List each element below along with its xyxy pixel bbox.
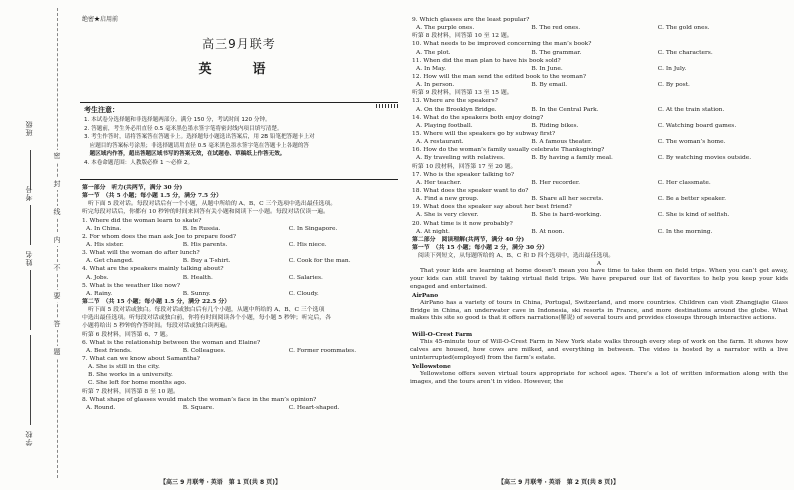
question-13: 13. Where are the speakers? — [412, 98, 498, 105]
seal-char: 密 — [51, 150, 63, 162]
options-3 — [80, 257, 398, 265]
option-a: A. She is very clever. — [416, 212, 479, 219]
note-line: 题区域内作答，超出答题区域书写的答案无效，在试题卷、草稿纸上作答无效。 — [84, 151, 286, 158]
note-line: 2. 答题前，考生务必用直径 0.5 毫米黑色墨水签字笔将密封线内项目填写清楚。 — [84, 125, 283, 132]
seal-char: 不 — [51, 262, 63, 274]
option-b: B. Square. — [182, 404, 215, 411]
option-b: B. By having a family meal. — [531, 155, 613, 162]
part2-instruction: 阅读下列短文，从每题所给的 A、B、C 和 D 四个选项中，选出最佳选项。 — [418, 253, 615, 260]
options-14 — [410, 122, 788, 130]
sec1-instruction: 听下面 5 段对话。每段对话后有一个小题，从题中所给的 A、B、C 三个选项中选出最佳选项。 — [88, 201, 337, 208]
question-5: 5. What is the weather like now? — [82, 282, 181, 289]
question-8: 8. What shape of glasses would match the woman’s face in the man’s opinion? — [82, 396, 317, 403]
option-b: B. His parents. — [182, 241, 228, 248]
option-c: C. Cook for the man. — [288, 258, 351, 265]
question-15: 15. Where will the speakers go by subway first? — [412, 130, 556, 137]
option-a: A. Best friends. — [86, 347, 132, 354]
option-b: B. In the Central Park. — [531, 106, 599, 113]
options-13 — [410, 106, 788, 114]
passage-paragraph: This 45-minute tour of Will-O-Crest Farm in New York state walks through every step of work on the farm. It shows how calves are housed, how cows are milked, and everything in between. The video is hosted by a narrator with a live uninterrupted(employed) from the farm’s estate. — [410, 339, 788, 361]
option-a: A. She is still in the city. — [88, 364, 160, 371]
passage-paragraph: AirPano has a variety of tours in China, Portugal, Switzerland, and more countries. Children can visit Zhangjiajie Glass Bridge in China, an underwater cave in Indonesia, ski resorts in France, and more destinations around the globe. What makes this site so good is that it offers narrations(解说) of several tours and provides closeups through interactive actions. — [410, 299, 788, 322]
material-8: 听第 8 段材料，回答第 10 至 12 题。 — [412, 33, 513, 40]
fill-line-class — [30, 150, 31, 190]
option-c: C. In July. — [657, 65, 687, 72]
option-a: A. At night. — [416, 228, 450, 235]
secret-mark: 绝密★启用前 — [82, 16, 119, 23]
option-a: A. The purple ones. — [416, 25, 475, 32]
options-9 — [410, 24, 788, 32]
option-b: B. Buy a T-shirt. — [182, 258, 231, 265]
material-10: 听第 10 段材料，回答第 17 至 20 题。 — [412, 163, 517, 170]
question-17: 17. Who is the speaker talking to? — [412, 171, 515, 178]
option-b: B. Health. — [182, 274, 213, 281]
options-4 — [80, 274, 398, 282]
option-c: C. Former roommates. — [288, 347, 357, 354]
seal-char: 封 — [51, 178, 63, 190]
notes-box — [80, 102, 398, 180]
options-15 — [410, 138, 788, 146]
label-class: 班级 — [25, 120, 33, 136]
decorative-hatch — [376, 104, 398, 108]
option-c: C. In Singapore. — [288, 225, 338, 232]
heading-farm: Will-O-Crest Farm — [412, 331, 473, 339]
option-a: A. The plot. — [416, 49, 451, 56]
label-school: 学校 — [25, 430, 33, 446]
passage-paragraph: That your kids are learning at home doesn’t mean you have time to take them on field trips. When you can’t get away, your kids can still travel by taking virtual field trips. We have prepared our list of favorites to help you keep your kids engaged and entertained. — [410, 268, 788, 290]
question-3: 3. What will the woman do after lunch? — [82, 250, 200, 257]
options-5 — [80, 290, 398, 298]
options-17 — [410, 179, 788, 187]
page-footer-right: 【高三 9 月联考 · 英语 第 2 页(共 8 页)】 — [498, 479, 619, 486]
subject-title: 英 语 — [198, 62, 280, 77]
options-16 — [410, 154, 788, 162]
question-1: 1. Where did the woman learn to skate? — [82, 217, 202, 224]
heading-airpano: AirPano — [412, 291, 439, 299]
label-name: 姓名 — [25, 250, 33, 266]
part2-title: 第二部分 阅读理解(共两节，满分 40 分) — [412, 235, 525, 243]
option-b: B. Sunny. — [182, 290, 211, 297]
option-c: C. Watching board games. — [657, 122, 737, 129]
right-column — [410, 0, 788, 490]
option-b: B. Share all her secrets. — [531, 196, 604, 203]
option-a: A. On the Brooklyn Bridge. — [416, 106, 497, 113]
option-a: A. In May. — [416, 65, 446, 72]
option-c: C. Heart-shaped. — [288, 404, 340, 411]
question-14: 14. What do the speakers both enjoy doing? — [412, 114, 544, 121]
sec2-instruction: 小题将给出 5 秒钟的作答时间。每段对话或独白读两遍。 — [82, 323, 231, 330]
fill-line-school — [30, 335, 31, 425]
question-4: 4. What are the speakers mainly talking about? — [82, 266, 224, 273]
note-line: 4. 本卷命题范围：人教版必修 1 ～必修 2。 — [84, 159, 194, 166]
passage-paragraph: Yellowstone offers seven virtual tours appropriate for school ages. There’s a lot of written information along with the images, and the tours aren’t in video. However, the — [410, 370, 788, 385]
fill-line-name — [30, 270, 31, 330]
part2-sec1-title: 第一节 （共 15 小题；每小题 2 分，满分 30 分） — [412, 243, 548, 251]
option-c: C. Cloudy. — [288, 290, 319, 297]
options-12 — [410, 81, 788, 89]
option-b: B. By email. — [531, 82, 568, 89]
options-19 — [410, 211, 788, 219]
option-c: C. She left for home months ago. — [88, 380, 187, 387]
option-b: B. Colleagues. — [182, 347, 226, 354]
option-a: A. Get changed. — [86, 258, 134, 265]
question-2: 2. For whom does the man ask Joe to prepare food? — [82, 233, 237, 240]
option-a: A. Round. — [86, 404, 116, 411]
fill-line-exam-number — [30, 205, 31, 245]
option-b: B. The red ones. — [531, 25, 581, 32]
option-c: C. Salaries. — [288, 274, 323, 281]
material-7: 听第 7 段材料，回答第 8 至 10 题。 — [82, 388, 179, 395]
option-b: B. She works in a university. — [88, 372, 173, 379]
option-a: A. By traveling with relatives. — [416, 155, 505, 162]
option-a: A. In China. — [86, 225, 122, 232]
options-11 — [410, 65, 788, 73]
options-8 — [80, 404, 398, 412]
question-18: 18. What does the speaker want to do? — [412, 187, 529, 194]
notes-title: 考生注意： — [84, 106, 119, 114]
question-12: 12. How will the man send the edited book to the woman? — [412, 73, 587, 80]
note-line: 应题目的答案标号涂黑；非选择题请用直径 0.5 毫米黑色墨水签字笔在答题卡上各题的答 — [84, 142, 310, 149]
options-18 — [410, 195, 788, 203]
seal-char: 答 — [51, 318, 63, 330]
option-a: A. A restaurant. — [416, 139, 464, 146]
options-10 — [410, 49, 788, 57]
heading-yellowstone: Yellowstone — [412, 362, 451, 370]
options-2 — [80, 241, 398, 249]
question-19: 19. What does the speaker say about her best friend? — [412, 204, 572, 211]
option-c: C. At the train station. — [657, 106, 725, 113]
material-6: 听第 6 段材料，回答第 6、7 题。 — [82, 331, 172, 338]
seal-char: 题 — [51, 346, 63, 358]
question-6: 6. What is the relationship between the woman and Elaine? — [82, 339, 261, 346]
option-a: A. In person. — [416, 82, 455, 89]
option-c: C. Be a better speaker. — [657, 196, 726, 203]
question-20: 20. What time is it now probably? — [412, 220, 513, 227]
sec2-instruction: 中选出最佳选项。听每段对话或独白前，你将有时间阅读各个小题，每小题 5 秒钟；听完后，各 — [82, 315, 332, 322]
options-20 — [410, 228, 788, 236]
option-b: B. In Russia. — [182, 225, 221, 232]
option-a: A. Her teacher. — [416, 179, 462, 186]
binding-margin — [0, 0, 66, 490]
left-column — [80, 0, 398, 490]
material-9: 听第 9 段材料，回答第 13 至 15 题。 — [412, 90, 513, 97]
note-line: 1. 本试卷分选择题和非选择题两部分。满分 150 分，考试时间 120 分钟。 — [84, 117, 271, 123]
option-c: C. Her classmate. — [657, 179, 711, 186]
sec2-instruction: 听下面 5 段对话或独白。每段对话或独白后有几个小题，从题中所给的 A、B、C 三个选项 — [88, 307, 325, 314]
option-c: C. By post. — [657, 82, 690, 89]
option-b: B. A famous theater. — [531, 139, 593, 146]
option-b: B. Riding bikes. — [531, 122, 579, 129]
option-a: A. Jobs. — [86, 274, 109, 281]
option-a: A. Find a new group. — [416, 196, 479, 203]
option-c: C. The gold ones. — [657, 25, 710, 32]
option-c: C. She is kind of selfish. — [657, 212, 730, 219]
option-c: C. His niece. — [288, 241, 327, 248]
page-footer-left: 【高三 9 月联考 · 英语 第 1 页(共 8 页)】 — [160, 479, 281, 486]
option-b: B. Her recorder. — [531, 179, 580, 186]
options-1 — [80, 225, 398, 233]
seal-char: 线 — [51, 206, 63, 218]
option-b: B. In June. — [531, 65, 563, 72]
sec2-title: 第二节 （共 15 小题；每小题 1.5 分，满分 22.5 分） — [82, 297, 231, 305]
question-7: 7. What can we know about Samantha? — [82, 355, 200, 362]
question-10: 10. What needs to be improved concerning the man’s book? — [412, 41, 592, 48]
question-9: 9. Which glasses are the least popular? — [412, 17, 530, 23]
option-c: C. By watching movies outside. — [657, 155, 752, 162]
option-a: A. His sister. — [86, 241, 124, 248]
sec1-title: 第一节 （共 5 小题；每小题 1.5 分，满分 7.5 分） — [82, 192, 222, 200]
label-exam-number: 考号 — [25, 185, 33, 201]
question-11: 11. When did the man plan to have his book sold? — [412, 57, 561, 64]
option-c: C. The characters. — [657, 49, 713, 56]
option-a: A. Playing football. — [416, 122, 473, 129]
options-6 — [80, 347, 398, 355]
seal-char: 内 — [51, 234, 63, 246]
seal-char: 要 — [51, 290, 63, 302]
part1-title: 第一部分 听力(共两节，满分 30 分) — [82, 184, 183, 191]
passage-letter: A — [596, 261, 602, 268]
option-b: B. She is hard-working. — [531, 212, 602, 219]
option-b: B. At noon. — [531, 228, 565, 235]
option-a: A. Rainy. — [86, 290, 113, 297]
note-line: 3. 考生作答时，请将答案答在答题卡上。选择题每小题选出答案后，用 2B 铅笔把答题卡上对 — [84, 134, 315, 141]
option-b: B. The grammar. — [531, 49, 582, 56]
option-c: C. The woman’s home. — [657, 139, 726, 146]
exam-title: 高三9月联考 — [202, 37, 276, 51]
option-c: C. In the morning. — [657, 228, 713, 235]
sec1-instruction: 听完每段对话后，你都有 10 秒钟的时间来回答有关小题和阅读下一小题。每段对话仅读一遍。 — [82, 209, 329, 216]
question-16: 16. How do the woman’s family usually celebrate Thanksgiving? — [412, 147, 605, 154]
